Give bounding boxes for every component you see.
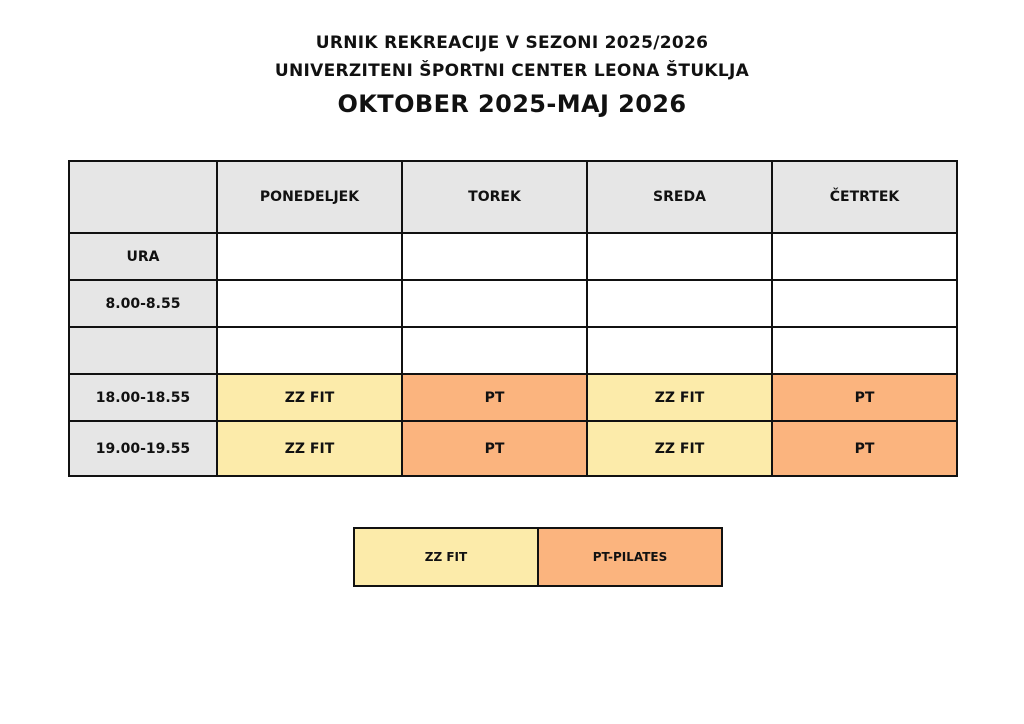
legend	[353, 527, 723, 587]
activity-cell-pt: PT	[402, 421, 587, 476]
activity-cell-zz-fit: ZZ FIT	[587, 374, 772, 421]
title-season: OKTOBER 2025-MAJ 2026	[337, 90, 687, 118]
day-header-tuesday: TOREK	[402, 161, 587, 233]
day-header-wednesday: SREDA	[587, 161, 772, 233]
time-cell: 18.00-18.55	[69, 374, 217, 421]
activity-cell-pt: PT	[772, 421, 957, 476]
schedule-cell	[402, 327, 587, 374]
time-cell: URA	[69, 233, 217, 280]
schedule-cell	[772, 233, 957, 280]
activity-cell-zz-fit: ZZ FIT	[587, 421, 772, 476]
time-cell: 8.00-8.55	[69, 280, 217, 327]
legend-item-zz-fit: ZZ FIT	[354, 528, 538, 586]
schedule-cell	[217, 327, 402, 374]
schedule-cell	[772, 280, 957, 327]
schedule-cell	[587, 280, 772, 327]
title-line-2: UNIVERZITENI ŠPORTNI CENTER LEONA ŠTUKLJA	[274, 61, 750, 81]
table-row	[69, 327, 957, 374]
title-line-1: URNIK REKREACIJE V SEZONI 2025/2026	[315, 33, 709, 53]
schedule-table	[68, 160, 958, 477]
schedule-cell	[772, 327, 957, 374]
header-row	[69, 161, 957, 233]
table-row	[69, 280, 957, 327]
schedule-cell	[402, 280, 587, 327]
day-header-thursday: ČETRTEK	[772, 161, 957, 233]
time-cell	[69, 327, 217, 374]
schedule-cell	[587, 327, 772, 374]
schedule-cell	[402, 233, 587, 280]
corner-cell	[69, 161, 217, 233]
legend-row	[354, 528, 722, 586]
activity-cell-zz-fit: ZZ FIT	[217, 421, 402, 476]
legend-item-pt-pilates: PT-PILATES	[538, 528, 722, 586]
activity-cell-pt: PT	[772, 374, 957, 421]
table-row	[69, 421, 957, 476]
activity-cell-pt: PT	[402, 374, 587, 421]
activity-cell-zz-fit: ZZ FIT	[217, 374, 402, 421]
schedule-cell	[217, 233, 402, 280]
day-header-monday: PONEDELJEK	[217, 161, 402, 233]
schedule-cell	[587, 233, 772, 280]
table-row	[69, 233, 957, 280]
table-row	[69, 374, 957, 421]
time-cell: 19.00-19.55	[69, 421, 217, 476]
schedule-cell	[217, 280, 402, 327]
